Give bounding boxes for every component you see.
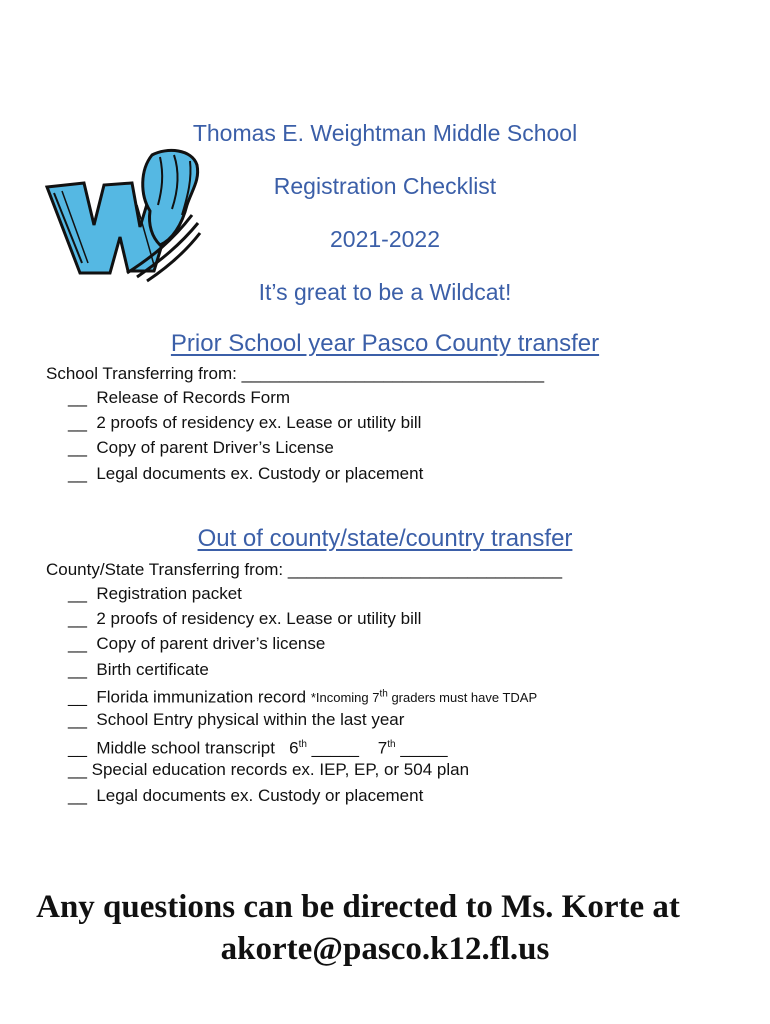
section-title-pasco-transfer: Prior School year Pasco County transfer [170,330,600,357]
field-blank: _____________________________ [287,560,563,579]
immunization-text: __ Florida immunization record [68,687,311,707]
transcript-sup-6: th [298,739,307,751]
checklist-pasco [68,385,423,486]
transcript-text: __ Middle school transcript 6 [68,738,299,758]
checklist-item: __ 2 proofs of residency ex. Lease or utility bill [68,609,422,629]
transcript-sup-7: th [387,739,396,751]
checklist-item: __ Registration packet [68,584,242,603]
contact-line: Any questions can be directed to Ms. Korte at [36,889,680,925]
slogan: It’s great to be a Wildcat! [258,279,512,305]
checklist-item: __ Legal documents ex. Custody or placement [68,463,424,483]
document-title: Registration Checklist [273,173,497,199]
tdap-note [311,690,537,705]
school-year: 2021-2022 [330,226,440,252]
checklist-item: __ School Entry physical within the last year [68,709,405,729]
checklist-item-transcript [68,732,537,757]
contact-email: akorte@pasco.k12.fl.us [220,931,550,967]
note-pre: *Incoming 7 [310,690,380,706]
checklist-item: __ Birth certificate [68,659,209,679]
note-post: graders must have TDAP [387,690,538,706]
transcript-mid: _____ 7 [306,738,388,758]
county-state-transferring-field [46,560,562,580]
checklist-item: __ Legal documents ex. Custody or placement [68,785,424,805]
note-sup: th [379,688,388,700]
checklist-item: __ Copy of parent Driver’s License [68,438,334,458]
transcript-end: _____ [395,738,448,758]
school-name: Thomas E. Weightman Middle School [192,120,578,146]
checklist-item: __ Release of Records Form [68,388,291,407]
field-blank: ________________________________ [241,364,545,383]
section-title-out-of-county-transfer: Out of county/state/country transfer [197,525,573,552]
checklist-item: __ 2 proofs of residency ex. Lease or utility bill [68,413,422,433]
checklist-out-of-county [68,581,537,808]
field-label: County/State Transferring from: [46,560,288,579]
checklist-item-immunization [68,682,537,707]
wildcat-logo-icon [42,145,202,285]
checklist-item: __ Copy of parent driver’s license [68,634,326,654]
field-label: School Transferring from: [46,364,242,383]
checklist-item: __ Special education records ex. IEP, EP, or 504 plan [68,760,470,780]
school-transferring-field [46,364,544,384]
